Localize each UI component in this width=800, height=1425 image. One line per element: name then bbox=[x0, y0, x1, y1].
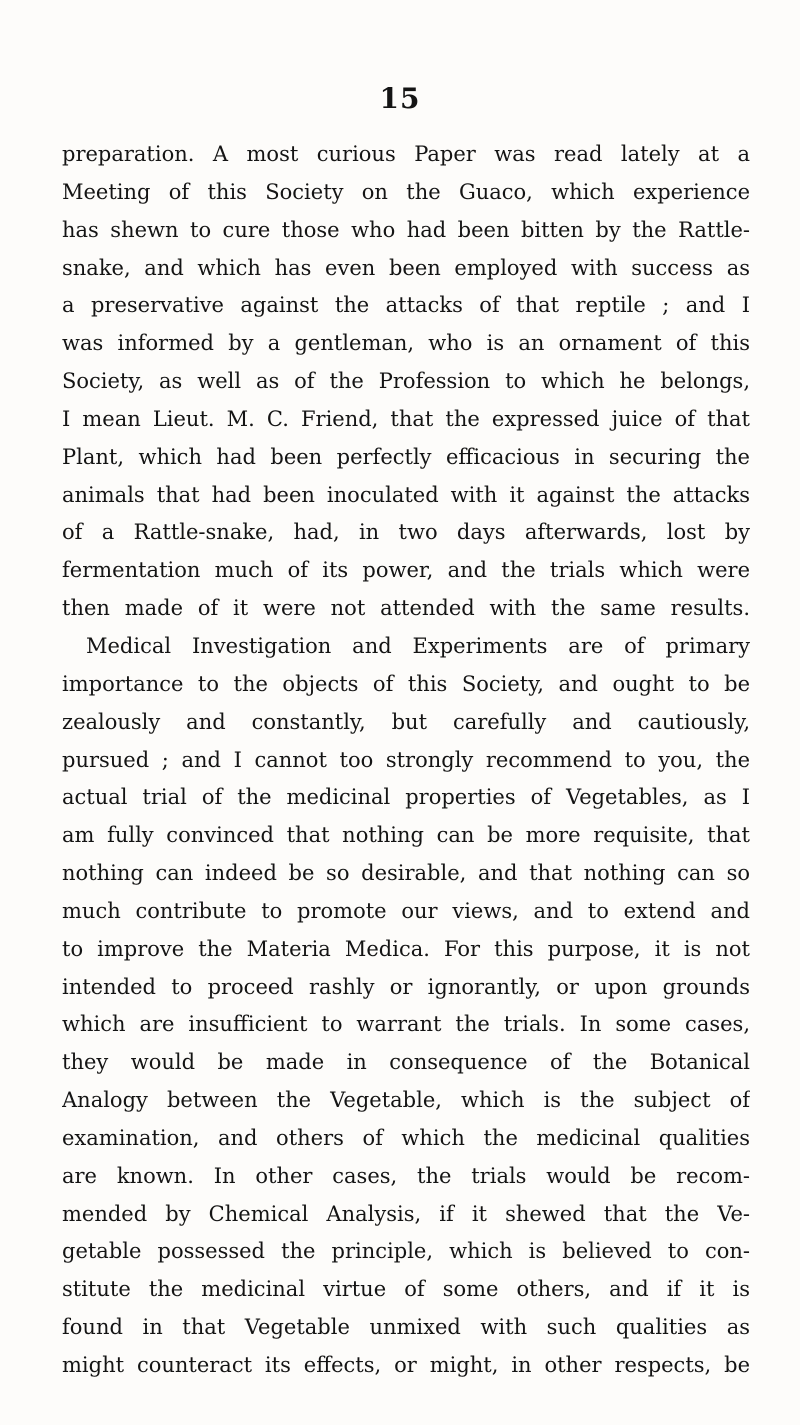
text-line: of a Rattle-snake, had, in two days afterwards, lost by bbox=[62, 520, 750, 545]
text-line: found in that Vegetable unmixed with such qualities as bbox=[62, 1315, 750, 1340]
text-line: getable possessed the principle, which is believed to con- bbox=[62, 1239, 750, 1264]
text-line: am fully convinced that nothing can be more requisite, that bbox=[62, 823, 750, 848]
body-text bbox=[62, 136, 750, 1385]
text-line: Meeting of this Society on the Guaco, which experience bbox=[62, 179, 750, 204]
text-line: much contribute to promote our views, and to extend and bbox=[62, 898, 750, 923]
text-line: actual trial of the medicinal properties of Vegetables, as I bbox=[62, 785, 750, 810]
text-line: are known. In other cases, the trials would be recom- bbox=[62, 1163, 750, 1188]
text-line: nothing can indeed be so desirable, and that nothing can so bbox=[62, 861, 750, 886]
text-line: a preservative against the attacks of that reptile ; and I bbox=[62, 293, 750, 318]
text-line: Analogy between the Vegetable, which is the subject of bbox=[62, 1088, 750, 1113]
text-line: they would be made in consequence of the Botanical bbox=[62, 1050, 750, 1075]
text-line: I mean Lieut. M. C. Friend, that the expressed juice of that bbox=[62, 406, 750, 431]
text-line: which are insufficient to warrant the trials. In some cases, bbox=[62, 1012, 750, 1037]
text-line: animals that had been inoculated with it against the attacks bbox=[62, 482, 750, 507]
text-line: importance to the objects of this Society, and ought to be bbox=[62, 671, 750, 696]
text-line: snake, and which has even been employed with success as bbox=[62, 255, 750, 280]
text-line: has shewn to cure those who had been bitten by the Rattle- bbox=[62, 217, 750, 242]
text-line: might counteract its effects, or might, in other respects, be bbox=[62, 1353, 750, 1377]
text-line: stitute the medicinal virtue of some others, and if it is bbox=[62, 1277, 750, 1302]
text-line: to improve the Materia Medica. For this purpose, it is not bbox=[62, 936, 750, 961]
text-line: was informed by a gentleman, who is an ornament of this bbox=[62, 331, 750, 356]
page-number: 15 bbox=[379, 82, 421, 115]
text-line: preparation. A most curious Paper was read lately at a bbox=[62, 142, 750, 166]
text-line: Plant, which had been perfectly efficacious in securing the bbox=[62, 444, 750, 469]
text-line: zealously and constantly, but carefully and cautiously, bbox=[62, 709, 750, 734]
text-line: then made of it were not attended with the same results. bbox=[62, 596, 750, 621]
text-line: pursued ; and I cannot too strongly recommend to you, the bbox=[62, 747, 750, 772]
text-line: Medical Investigation and Experiments are of primary bbox=[86, 633, 750, 658]
text-line: Society, as well as of the Profession to which he belongs, bbox=[62, 369, 750, 394]
text-line: intended to proceed rashly or ignorantly, or upon grounds bbox=[62, 974, 750, 999]
text-line: fermentation much of its power, and the trials which were bbox=[62, 558, 750, 583]
text-line: mended by Chemical Analysis, if it shewed that the Ve- bbox=[62, 1201, 750, 1226]
text-line: examination, and others of which the medicinal qualities bbox=[62, 1125, 750, 1150]
